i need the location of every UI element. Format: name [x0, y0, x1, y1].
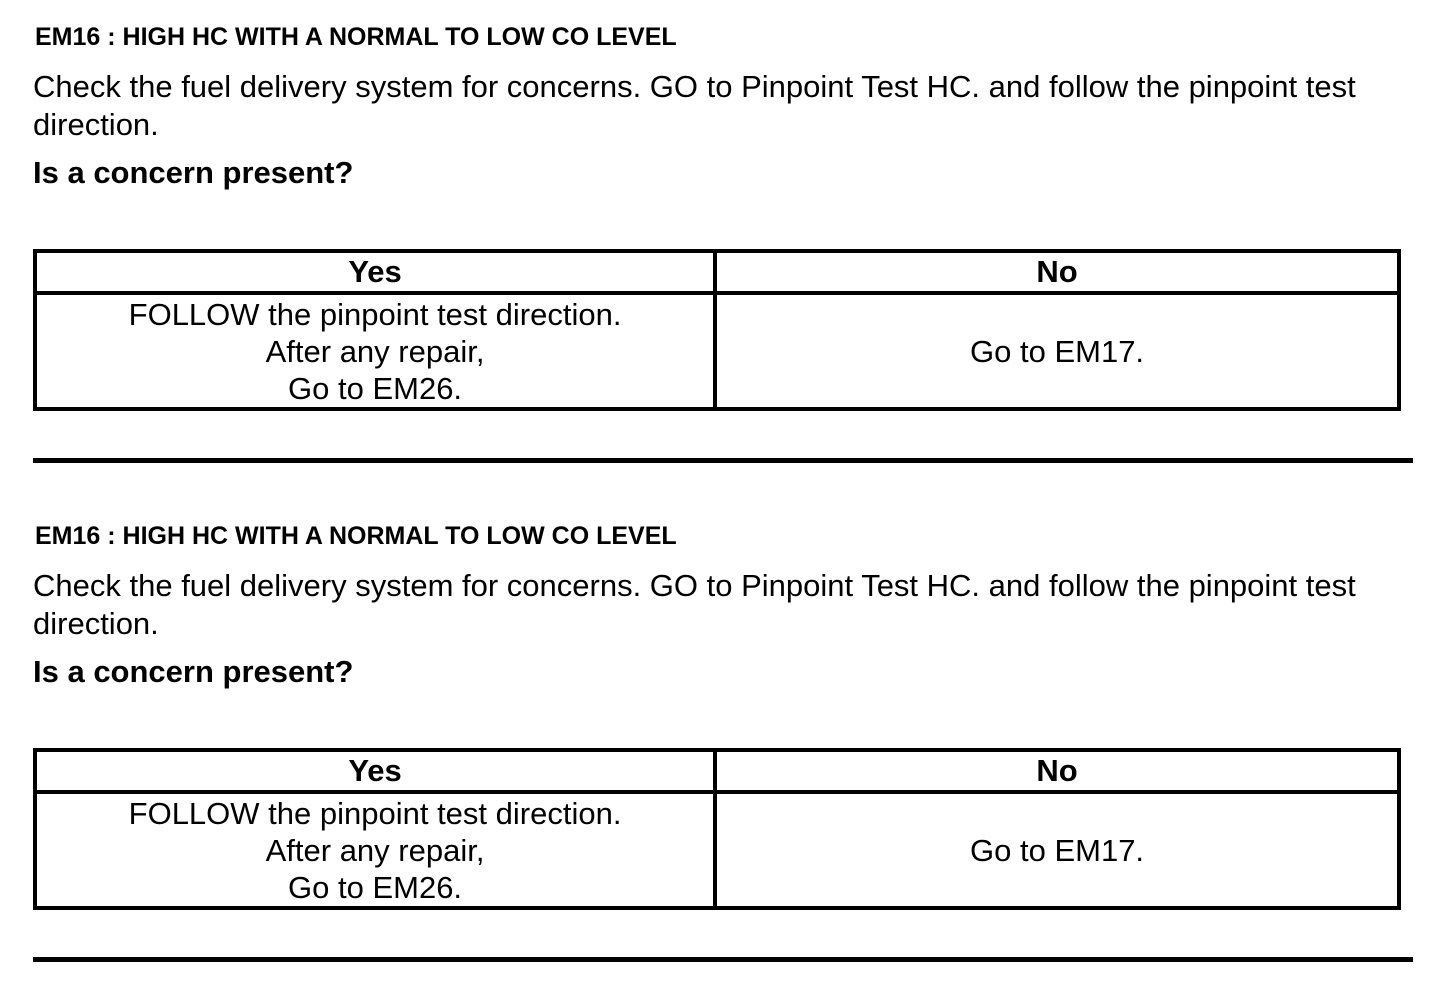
step-title: EM16 : HIGH HC WITH A NORMAL TO LOW CO LEVEL [35, 23, 677, 51]
yes-action-line: FOLLOW the pinpoint test direction. [128, 296, 622, 332]
yes-header: Yes [35, 251, 715, 293]
no-action-cell: Go to EM17. [715, 293, 1399, 409]
table-row [35, 792, 1399, 908]
step-instructions: Check the fuel delivery system for concerns. GO to Pinpoint Test HC. and follow the pinpoint test direction. [33, 568, 1356, 641]
step-instructions: Check the fuel delivery system for concerns. GO to Pinpoint Test HC. and follow the pinpoint test direction. [33, 69, 1356, 142]
step-question: Is a concern present? [33, 155, 354, 190]
no-header: No [715, 750, 1399, 792]
step-title: EM16 : HIGH HC WITH A NORMAL TO LOW CO LEVEL [35, 522, 677, 550]
yes-action-line: Go to EM26. [288, 370, 463, 406]
yes-action-cell [35, 792, 715, 908]
table-header-row [35, 251, 1399, 293]
table-row [35, 293, 1399, 409]
decision-table [33, 249, 1401, 411]
table-header-row [35, 750, 1399, 792]
yes-action-line: FOLLOW the pinpoint test direction. [128, 795, 622, 831]
section-divider [33, 458, 1413, 463]
yes-action-line: Go to EM26. [288, 869, 463, 905]
no-action-cell: Go to EM17. [715, 792, 1399, 908]
decision-table [33, 748, 1401, 910]
diagnostic-step [0, 0, 1456, 480]
yes-action-line: After any repair, [265, 333, 485, 369]
no-header: No [715, 251, 1399, 293]
yes-header: Yes [35, 750, 715, 792]
diagnostic-step [0, 499, 1456, 979]
section-divider [33, 957, 1413, 962]
yes-action-cell [35, 293, 715, 409]
step-question: Is a concern present? [33, 654, 354, 689]
yes-action-line: After any repair, [265, 832, 485, 868]
